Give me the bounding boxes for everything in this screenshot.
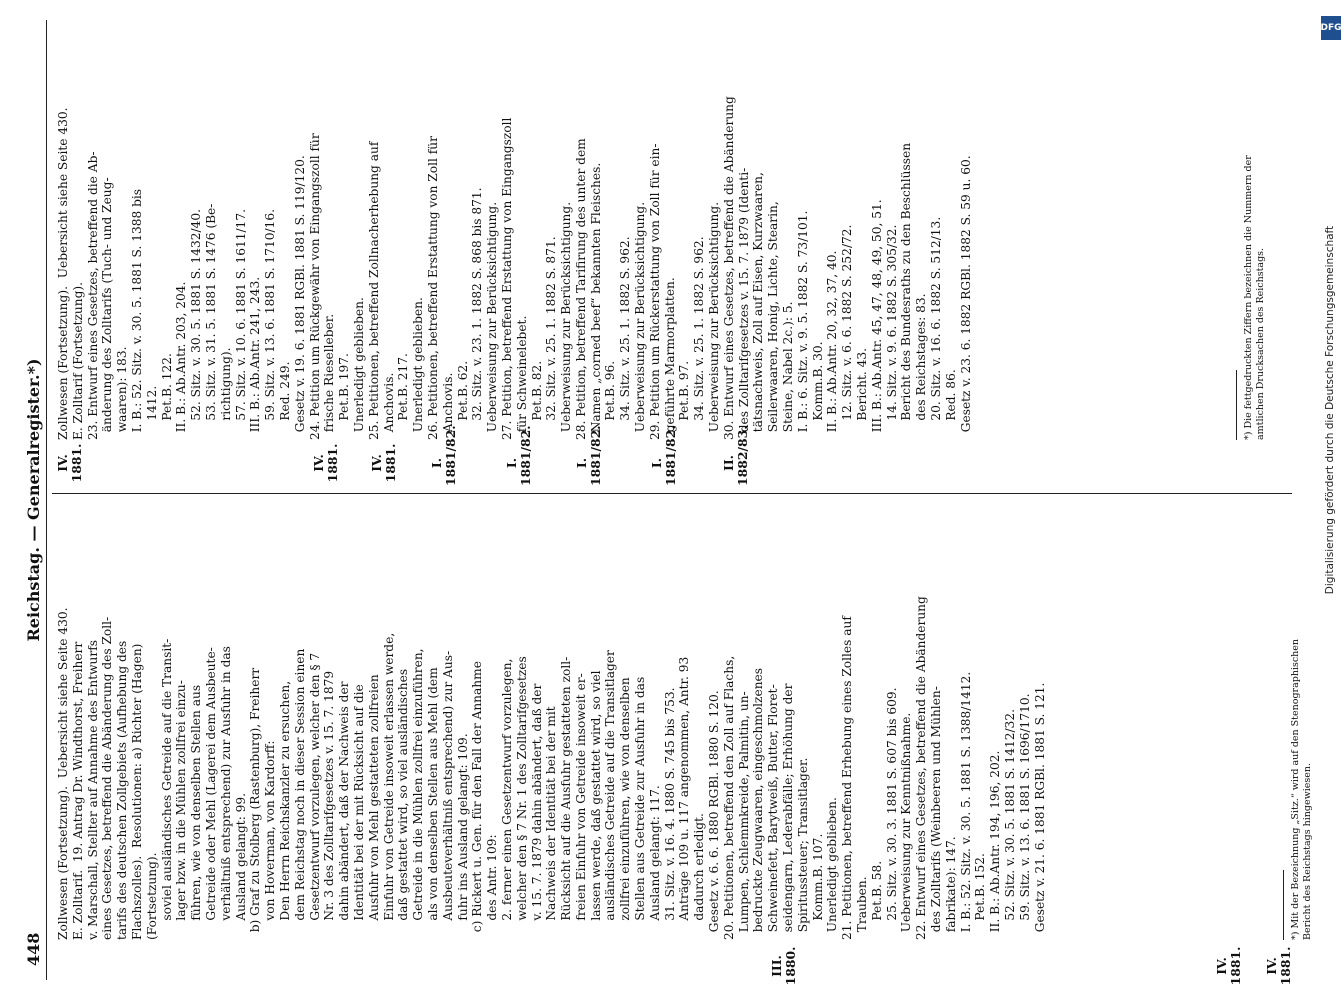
text-line: Ueberweisung zur Kenntnißnahme. xyxy=(899,712,914,940)
digitization-side-note xyxy=(1318,10,1344,840)
text-line: 22. Entwurf eines Gesetzes, betreffend die Abänderung xyxy=(914,596,929,940)
text-line: bedruckte Zeugwaaren, eingeschmolzenes xyxy=(751,667,766,940)
text-line: Flachszolles). Resolutionen: a) Richter (Hagen) xyxy=(129,643,144,940)
text-line: lager bzw. in die Mühlen zollfrei einzu- xyxy=(174,680,189,940)
column-divider xyxy=(52,493,1292,494)
text-line: I. B.: 52. Sitz. v. 30. 5. 1881 S. 1388/1412. xyxy=(958,671,973,940)
text-line: 32. Sitz. v. 25. 1. 1882 S. 871. xyxy=(544,236,559,440)
text-line: zollfrei einzuführen, wie von denselben xyxy=(618,677,633,940)
text-line: frische Rieselleber. xyxy=(322,313,337,440)
text-line: Red. 86. xyxy=(943,369,958,440)
text-line: 23. Entwurf eines Gesetzes, betreffend die Ab- xyxy=(85,151,100,440)
margin-note: IV. 1881. xyxy=(1214,946,1244,986)
text-line: Ausbeuteverhältniß entsprechend) zur Aus- xyxy=(440,650,455,940)
footnote-rule xyxy=(1283,870,1284,940)
text-line: 21. Petitionen, betreffend Erhebung eines Zolles auf xyxy=(840,616,855,940)
text-line: tätsnachweis, Zoll auf Eisen, Kurzwaaren, xyxy=(751,172,766,440)
text-line: geführte Marmorplatten. xyxy=(662,277,677,440)
text-line: des Zolltarifgesetzes v. 15. 7. 1879 (Identi- xyxy=(736,167,751,440)
text-line: 53. Sitz. v. 31. 5. 1881 S. 1476 (Be- xyxy=(203,203,218,440)
text-line: dahin abändert, daß der Nachweis der xyxy=(337,681,352,940)
text-line: Nr. 3 des Zolltarifgesetzes v. 15. 7. 1879 xyxy=(322,670,337,940)
text-line: Spiritussteuer; Transitlager. xyxy=(795,757,810,940)
text-line: Komm.B. 30. xyxy=(810,341,825,440)
dfg-logo: DFG xyxy=(1321,16,1341,40)
text-line: 24. Petition um Rückgewähr von Eingangszoll für xyxy=(307,133,322,440)
text-line: Einfuhr von Getreide insoweit erlassen werde, xyxy=(381,632,396,940)
text-line: 52. Sitz. v. 30. 5. 1881 S. 1412/32. xyxy=(1003,709,1017,940)
text-line: Seilerwaaren, Honig, Lichte, Stearin, xyxy=(766,201,781,440)
text-line: Zollwesen (Fortsetzung). Uebersicht siehe Seite 430. xyxy=(56,607,70,940)
text-line: Den Herrn Reichskanzler zu ersuchen, xyxy=(277,680,292,940)
text-line: seidengarn, Lederabfälle; Erhöhung der xyxy=(781,683,796,940)
text-line: Stellen aus Getreide zur Ausfuhr in das xyxy=(633,676,648,940)
text-line: fuhr ins Ausland gelangt: 109. xyxy=(455,733,470,940)
text-line: 2. ferner einen Gesetzentwurf vorzulegen, xyxy=(499,658,514,940)
text-line: änderung des Zolltarifs (Tuch- und Zeug- xyxy=(100,177,115,440)
text-line: Ausfuhr von Mehl gestatteten zollfreien xyxy=(366,674,381,940)
text-line: v. Marschall, Stellter auf Annahme des Entwurfs xyxy=(85,640,100,940)
text-line: III. B.: Ab.Antr. 45, 47, 48, 49, 50, 51. xyxy=(869,199,884,440)
margin-note: IV. 1881. xyxy=(311,443,341,483)
text-line: Namen „corned beef“ bekannten Fleisches. xyxy=(588,162,603,440)
text-line: welcher den § 7 Nr. 1 des Zolltarifgesetzes xyxy=(514,656,529,940)
margin-note: III. 1880. xyxy=(769,946,799,986)
text-line: Ausland gelangt: 99. xyxy=(233,792,248,940)
text-line: Komm.B. 107. xyxy=(810,833,825,940)
text-line: Unerledigt geblieben. xyxy=(411,297,426,440)
text-line: II. B.: Ab.Antr. 194, 196, 202. xyxy=(988,750,1003,940)
text-line: 57. Sitz. v. 10. 6. 1881 S. 1611/17. xyxy=(233,209,248,440)
text-line: richtigung). xyxy=(218,347,233,440)
page-title: Reichstag. — Generalregister.*) xyxy=(24,358,43,642)
margin-note: II. 1882/83. xyxy=(721,425,751,486)
text-line: eines Gesetzes, betreffend die Abänderung des Zoll- xyxy=(100,616,115,940)
text-line: Ausland gelangt: 117. xyxy=(647,785,662,940)
text-line: E. Zolltarif. 19. Antrag Dr. Windthorst, Freiherr xyxy=(70,641,85,940)
text-line: freien Einfuhr von Getreide insoweit er- xyxy=(573,673,588,940)
text-line: Schweinefett, Barytweiß, Butter, Floret- xyxy=(766,684,781,940)
text-line: Trauben. xyxy=(855,876,870,940)
text-line: 34. Sitz. v. 25. 1. 1882 S. 962. xyxy=(618,236,633,440)
text-line: Pet.B. 122. xyxy=(159,353,174,440)
text-line: des Reichstages: 83. xyxy=(914,293,929,440)
text-line: v. 15. 7. 1879 dahin abändert, daß der xyxy=(529,683,544,940)
text-line: 52. Sitz. v. 30. 5. 1881 S. 1432/40. xyxy=(189,209,204,440)
text-line: 59. Sitz. v. 13. 6. 1881 S. 1710/16. xyxy=(263,209,278,440)
text-line: 28. Petition, betreffend Tarifirung des unter dem xyxy=(573,138,588,440)
text-line: Zollwesen (Fortsetzung). Uebersicht siehe Seite 430. xyxy=(56,107,70,440)
text-line: dem Reichstag noch in dieser Session einen xyxy=(292,648,307,940)
text-line: E. Zolltarif (Fortsetzung). xyxy=(70,281,85,440)
text-line: 59. Sitz. v. 13. 6. 1881 S. 1696/1710. xyxy=(1017,693,1032,940)
margin-note: IV. 1881. xyxy=(369,443,399,483)
text-line: 32. Sitz. v. 23. 1. 1882 S. 868 bis 871. xyxy=(470,187,485,440)
text-line: 12. Sitz. v. 6. 6. 1882 S. 252/72. xyxy=(840,224,855,440)
text-line: soviel ausländisches Getreide auf die Transit- xyxy=(159,638,174,940)
text-line: Ueberweisung zur Berücksichtigung. xyxy=(633,201,648,440)
text-line: als von denselben Stellen aus Mehl (dem xyxy=(425,667,440,940)
text-line: Ueberweisung zur Berücksichtigung. xyxy=(485,201,500,440)
text-line: 20. Sitz. v. 16. 6. 1882 S. 512/13. xyxy=(929,216,944,440)
text-line: 27. Petition, betreffend Erstattung von Eingangszoll xyxy=(499,117,514,440)
text-line: fabrikate): 147. xyxy=(943,836,958,940)
text-line: Ueberweisung zur Berücksichtigung. xyxy=(559,201,574,440)
margin-note: I. 1881/82. xyxy=(504,425,534,486)
text-line: 26. Petitionen, betreffend Erstattung von Zoll für xyxy=(425,136,440,440)
text-line: Bericht des Bundesraths zu den Beschlüssen xyxy=(899,142,914,440)
text-line: Gesetz v. 19. 6. 1881 RGBl. 1881 S. 119/120. xyxy=(292,155,307,440)
margin-note: I. 1881/82. xyxy=(649,425,679,486)
text-line: Gesetz v. 21. 6. 1881 RGBl. 1881 S. 121. xyxy=(1032,682,1047,940)
footnote-rule xyxy=(1236,370,1237,440)
text-line: Gesetz v. 6. 6. 1880 RGBl. 1880 S. 120. xyxy=(707,690,722,940)
margin-note: IV. 1881. xyxy=(55,443,85,483)
text-line: Pet.B. 62. xyxy=(455,360,470,440)
text-line: III. B.: Ab.Antr. 241, 243. xyxy=(248,276,263,440)
funding-note: Digitalisierung gefördert durch die Deutsche Forschungsgemeinschaft xyxy=(1324,225,1336,595)
text-line: führen, wie von denselben Stellen aus xyxy=(189,684,204,940)
text-line: ausländisches Getreide auf die Transitlager xyxy=(603,650,618,940)
text-line: II. B.: Ab.Antr. 203, 204. xyxy=(174,281,189,440)
text-line: II. B.: Ab.Antr. 20, 32, 37, 40. xyxy=(825,250,840,440)
text-line: c) Rickert u. Gen. für den Fall der Annahme xyxy=(470,661,485,940)
text-line: tarifs des deutschen Zollgebiets (Aufhebung des xyxy=(115,640,130,940)
page-number: 448 xyxy=(24,932,43,966)
text-line: Pet.B. 217. xyxy=(396,353,411,440)
margin-note: I. 1881/82. xyxy=(574,425,604,486)
text-line: Getreide oder Mehl (Lagerei dem Ausbeute- xyxy=(203,647,218,940)
text-line: dadurch erledigt. xyxy=(692,813,707,940)
text-line: Gesetz v. 23. 6. 1882 RGBl. 1882 S. 59 u. 60. xyxy=(958,155,973,440)
text-line: Unerledigt geblieben. xyxy=(825,797,840,940)
text-line: von Hoverman, von Kardorff: xyxy=(263,740,278,940)
text-line: des Zolltarifs (Weinbeeren und Mühlen- xyxy=(929,686,944,940)
text-line: Anchovis. xyxy=(381,372,396,440)
left-column xyxy=(56,548,1047,940)
text-line: Anchovis. xyxy=(440,372,455,440)
text-line: daß gestattet wird, so viel ausländisches xyxy=(396,668,411,940)
margin-note: IV. 1881. xyxy=(1264,946,1294,986)
text-line: Pet.B. 97. xyxy=(677,360,692,440)
text-line: Pet.B. 58. xyxy=(869,860,884,940)
footnote-right: *) Die fettgedruckten Ziffern bezeichnen die Nummern der amtlichen Drucksachen des Reichstags. xyxy=(1243,155,1266,440)
text-line: Gesetzentwurf vorzulegen, welcher den § 7 xyxy=(307,652,322,940)
text-line: 34. Sitz. v. 25. 1. 1882 S. 962. xyxy=(692,236,707,440)
text-line: Unerledigt geblieben. xyxy=(351,297,366,440)
text-line: lassen werde, daß gestattet wird, so viel xyxy=(588,670,603,940)
text-line: Lumpen, Schlemmkreide, Palmitin, un- xyxy=(736,691,751,940)
text-line: 31. Sitz. v. 16. 4. 1880 S. 745 bis 753. xyxy=(662,687,677,940)
text-line: Red. 249. xyxy=(277,361,292,440)
text-line: 25. Petitionen, betreffend Zollnacherhebung auf xyxy=(366,141,381,440)
text-line: Pet.B. 197. xyxy=(337,353,352,440)
margin-note: I. 1881/82. xyxy=(429,425,459,486)
text-line: 30. Entwurf eines Gesetzes, betreffend die Abänderung xyxy=(721,96,736,440)
footnote-left: *) Mit der Bezeichnung „Sitz.“ wird auf den Stenographischen Bericht des Reichstags hingewiesen. xyxy=(1290,638,1313,940)
text-line: des Antr. 109: xyxy=(485,834,500,940)
text-line: I. B.: 6. Sitz. v. 9. 5. 1882 S. 73/101. xyxy=(795,210,810,440)
text-line: waaren): 183. xyxy=(115,346,130,440)
text-line: 29. Petition um Rückerstattung von Zoll für ein- xyxy=(647,143,662,440)
text-line: Anträge 109 u. 117 angenommen, Antr. 93 xyxy=(677,656,692,940)
page-header xyxy=(24,20,47,980)
text-line: Pet.B. 96. xyxy=(603,360,618,440)
text-line: Identität bei der mit Rücksicht auf die xyxy=(351,684,366,940)
right-column xyxy=(56,40,973,440)
text-line: verhältniß entsprechend) zur Ausfuhr in das xyxy=(218,646,233,940)
text-line: 14. Sitz. v. 9. 6. 1882 S. 305/32. xyxy=(884,224,899,440)
text-line: 1412. xyxy=(144,385,159,440)
text-line: Nachweis der Identität bei der mit xyxy=(544,706,559,940)
text-line: Rücksicht auf die Ausfuhr gestatteten zoll- xyxy=(559,656,574,940)
text-line: Steine, Nabel 2c.): 5. xyxy=(781,301,796,440)
text-line: für Schweinelebet. xyxy=(514,315,529,440)
text-line: Pet.B. 82. xyxy=(529,360,544,440)
text-line: 20. Petitionen, betreffend den Zoll auf Flachs, xyxy=(721,655,736,940)
text-line: 25. Sitz. v. 30. 3. 1881 S. 607 bis 609. xyxy=(884,687,899,940)
text-line: Ueberweisung zur Berücksichtigung. xyxy=(707,201,722,440)
text-line: Getreide in die Mühlen zollfrei einzuführen, xyxy=(411,648,426,940)
text-line: Pet.B. 152. xyxy=(973,853,988,940)
text-line: Bericht. 43. xyxy=(855,348,870,440)
text-line: (Fortsetzung). xyxy=(144,852,159,940)
text-line: I. B.: 52. Sitz. v. 30. 5. 1881 S. 1388 bis xyxy=(129,188,144,440)
text-line: b) Graf zu Stolberg (Rastenburg), Freiherr xyxy=(248,667,263,940)
